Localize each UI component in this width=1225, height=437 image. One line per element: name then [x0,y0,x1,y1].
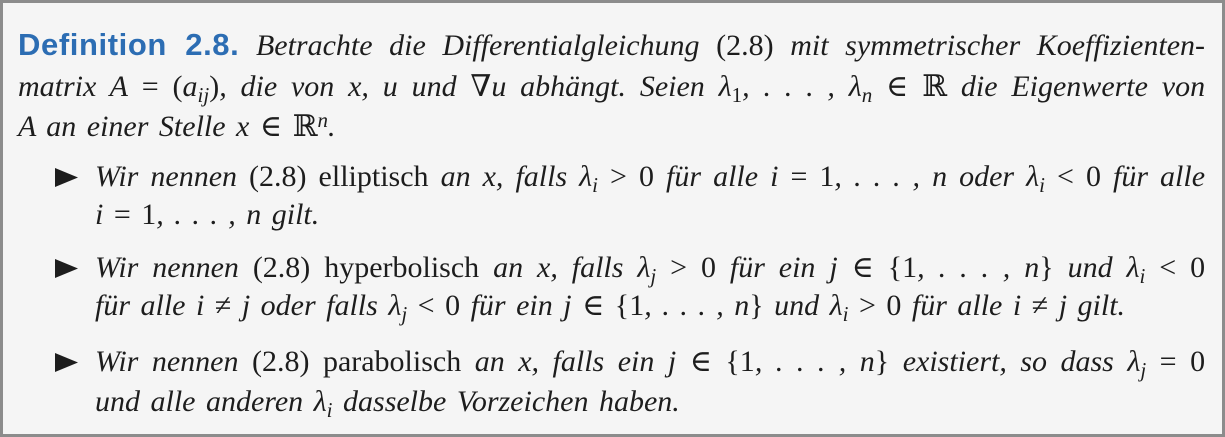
triangle-right-icon [55,259,78,278]
text-run: , die von x, u und [219,70,457,103]
math-number: 0 [445,289,461,322]
text-run: für ein j [470,289,572,322]
subscript: ij [197,83,210,108]
set-open-brace: {1 [725,345,755,378]
math-operator: = [113,198,131,231]
superscript: n [317,108,329,133]
subscript: j [401,302,408,327]
text-run: Wir nennen [95,345,239,378]
text-run: und λ [774,289,843,322]
text-run: für alle i [911,289,1022,322]
subscript: i [842,302,849,327]
text-run: existiert, so dass λ [902,345,1141,378]
item-elliptisch-line-1 [95,157,1205,197]
text-run: für alle i [666,160,779,193]
text-run: , . . . , n gilt. [156,198,320,231]
real-numbers-symbol: ℝ [922,69,948,104]
text-run: für alle i [95,289,205,322]
math-operator: = [790,160,808,193]
text-run: an x, falls λ [493,251,651,284]
item-hyperbolisch-line-2 [95,286,1205,326]
math-operator: < [1159,251,1177,284]
text-run: , . . . , n [754,345,875,378]
set-close-brace: } [1039,251,1054,284]
math-operator: = [1159,345,1177,378]
term-elliptisch: (2.8) elliptisch [249,160,429,193]
term-hyperbolisch: (2.8) hyperbolisch [252,251,480,284]
set-open-brace: {1 [614,289,645,322]
text-run: , . . . , n [917,251,1040,284]
real-numbers-symbol: ℝ [292,109,318,144]
text-run: an x, falls λ [440,160,593,193]
equation-reference: (2.8) [716,29,774,62]
item-elliptisch-line-2 [95,195,1205,235]
intro-line-3 [18,107,1205,147]
text-run: und λ [1067,251,1140,284]
math-number: 0 [1085,160,1101,193]
text-run: die Eigenwerte von [960,70,1206,103]
definition-label: Definition 2.8. [18,27,240,62]
math-operator: ∈ [582,289,605,322]
subscript: j [650,264,657,289]
math-number: 0 [1190,345,1206,378]
math-operator: ∈ [689,345,712,378]
math-number: 0 [639,160,654,193]
text-run: matrix A [18,70,128,103]
math-paren: ( [172,70,183,103]
math-operator: < [417,289,435,322]
math-number: 0 [886,289,902,322]
subscript: i [1139,264,1146,289]
item-parabolisch-line-2 [95,382,1205,422]
set-close-brace: } [749,289,764,322]
text-run: mit symmetrischer Koeffizienten- [790,29,1206,62]
math-operator: ∈ [886,70,909,103]
text-run: für alle [1112,160,1206,193]
subscript: i [592,173,599,198]
math-number: 0 [1190,251,1206,284]
text-run: dasselbe Vorzeichen haben. [343,385,680,418]
text-run: j gilt. [1058,289,1126,322]
text-run: Betrachte die Differentialgleichung [255,29,700,62]
text-run: j oder falls λ [241,289,402,322]
math-number: 1 [819,160,835,193]
text-run: für ein j [729,251,838,284]
math-operator: ≠ [1031,289,1049,322]
math-operator: > [610,160,627,193]
subscript: i [326,398,333,423]
text-run: Wir nennen [95,251,239,284]
nabla-symbol: ∇ [470,70,492,103]
math-variable: i [95,198,104,231]
triangle-right-icon [55,353,78,372]
set-close-brace: } [874,345,890,378]
subscript: j [1140,358,1147,383]
math-operator: < [1057,160,1074,193]
text-run: , . . . , n oder λ [834,160,1040,193]
math-variable: a [182,70,198,103]
subscript: i [1039,173,1045,198]
text-run: und alle anderen λ [95,385,327,418]
subscript: 1 [731,83,743,108]
intro-line-2 [18,67,1205,107]
math-number: 1 [141,198,157,231]
math-operator: ≠ [214,289,232,322]
math-operator: = [141,70,159,103]
math-operator: ∈ [851,251,874,284]
set-open-brace: {1 [887,251,918,284]
text-run: , . . . , n [644,289,750,322]
math-operator: ∈ [259,110,283,143]
text-run: . [328,110,336,143]
math-paren: ) [209,70,220,103]
math-operator: > [858,289,876,322]
text-run: u abhängt. Seien λ [491,70,732,103]
text-run: , . . . , λ [742,70,862,103]
subscript: n [861,83,873,108]
math-operator: > [670,251,688,284]
text-run: an x, falls ein j [474,345,677,378]
text-run: Wir nennen [95,160,238,193]
intro-line-1 [18,26,1205,66]
triangle-right-icon [55,168,78,187]
item-hyperbolisch-line-1 [95,248,1205,288]
math-number: 0 [700,251,716,284]
item-parabolisch-line-1 [95,342,1205,382]
text-run: A an einer Stelle x [18,110,250,143]
term-parabolisch: (2.8) parabolisch [251,345,462,378]
